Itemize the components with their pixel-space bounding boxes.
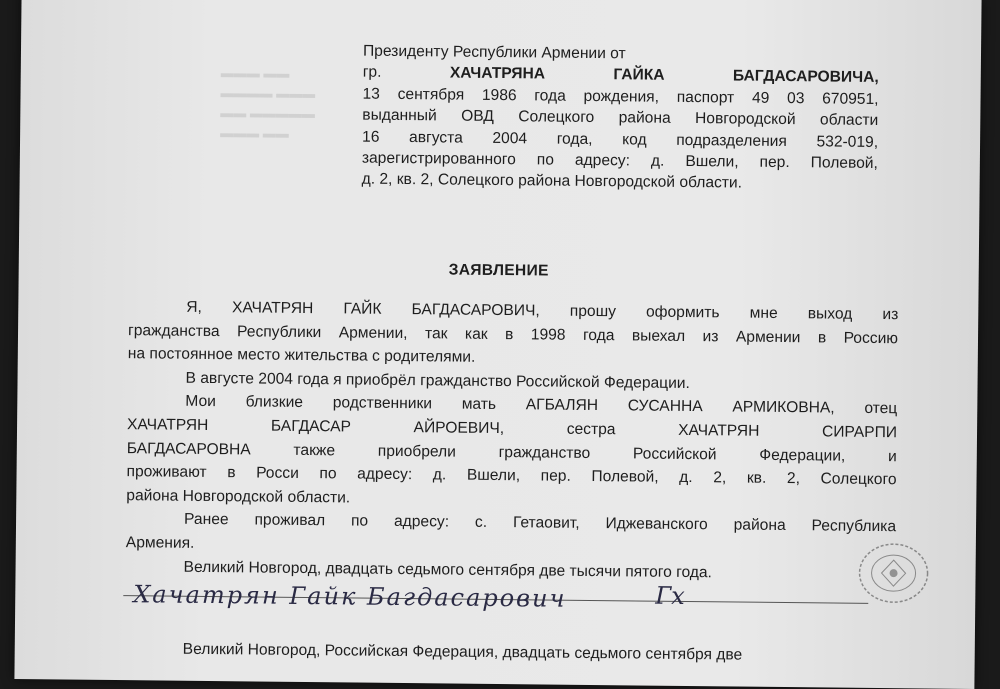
addressee-patronymic: БАГДАСАРОВИЧА,: [732, 67, 879, 87]
addressee-line-4: выданный ОВД Солецкого района Новгородской области: [362, 106, 879, 130]
body-line-3: на постоянное место жительства с родителями.: [127, 345, 476, 366]
signature-mark: Гх: [655, 581, 685, 610]
addressee-line-5: 16 августа 2004 года, код подразделения 532-019,: [362, 128, 879, 151]
stamp-icon: [853, 538, 934, 609]
addressee-block: [362, 41, 880, 196]
body-line-7: БАГДАСАРОВНА также приобрели гражданство Российской Федерации, и: [126, 439, 897, 465]
body-line-9: района Новгородской области.: [126, 486, 351, 507]
addressee-line-1: Президенту Республики Армении от: [362, 42, 626, 63]
body-line-10: Ранее проживал по адресу: с. Гетаовит, Иджеванского района Республика: [184, 511, 897, 536]
document-body: [125, 295, 898, 586]
body-line-6: ХАЧАТРЯН БАГДАСАР АЙРОЕВИЧ, сестра ХАЧАТРЯН СИРАРПИ: [126, 416, 898, 442]
addressee-line-6: зарегистрированного по адресу: д. Вшели, пер. Полевой,: [361, 149, 878, 172]
addressee-prefix: гр.: [362, 63, 382, 82]
footer-text: Великий Новгород, Российская Федерация, двадцать седьмого сентября две: [182, 640, 743, 664]
addressee-line-7: д. 2, кв. 2, Солецкого района Новгородской области.: [361, 171, 743, 192]
body-line-11: Армения.: [125, 534, 195, 552]
body-line-1: Я, ХАЧАТРЯН ГАЙК БАГДАСАРОВИЧ, прошу оформить мне выход из: [186, 298, 899, 324]
body-line-8: проживают в Росси по адресу: д. Вшели, пер. Полевой, д. 2, кв. 2, Солецкого: [126, 463, 897, 489]
handwritten-signature-name: Хачатрян Гайк Багдасарович: [133, 580, 567, 613]
addressee-line-3: 13 сентября 1986 года рождения, паспорт 49 03 670951,: [362, 85, 879, 108]
body-line-4: В августе 2004 года я приобрёл гражданство Российской Федерации.: [185, 369, 690, 392]
body-line-5: Мои близкие родственники мать АГБАЛЯН СУСАННА АРМИКОВНА, отец: [185, 393, 898, 418]
body-line-12: Великий Новгород, двадцать седьмого сентября две тысячи пятого года.: [183, 558, 713, 581]
body-line-2: гражданства Республики Армении, так как в 1998 года выехал из Армении в Россию: [127, 321, 899, 347]
document-page: [14, 0, 981, 689]
bleed-through-text: ▬▬▬ ▬▬ ▬▬▬▬ ▬▬▬ ▬▬ ▬▬▬▬▬ ▬▬▬ ▬▬: [220, 65, 316, 141]
addressee-first-name: ГАЙКА: [613, 66, 665, 85]
addressee-surname: ХАЧАТРЯНА: [449, 64, 546, 83]
document-title: ЗАЯВЛЕНИЕ: [448, 261, 549, 280]
